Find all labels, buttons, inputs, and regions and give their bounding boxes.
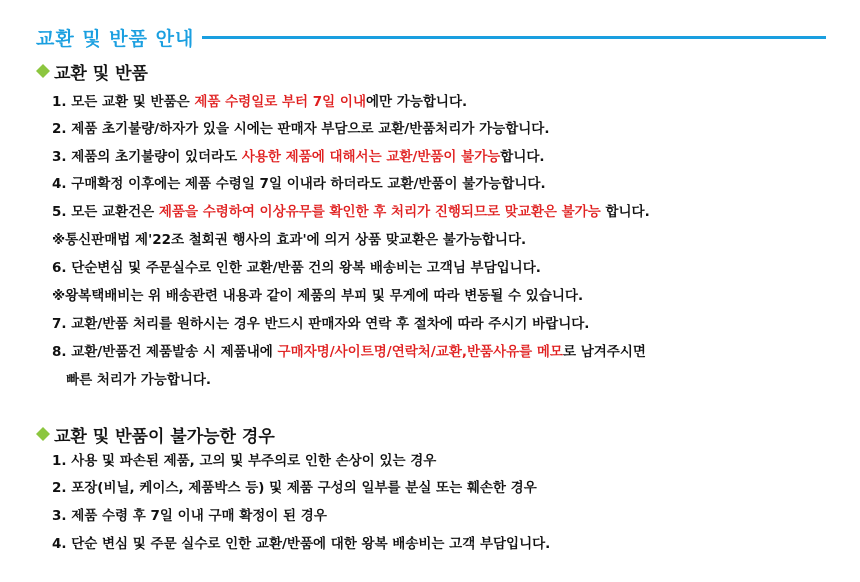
- section-heading-text: 교환 및 반품이 불가능한 경우: [54, 426, 275, 447]
- list-item: 3. 제품 수령 후 7일 이내 구매 확정이 된 경우: [52, 508, 327, 524]
- list-item: 5. 모든 교환건은 제품을 수령하여 이상유무를 확인한 후 처리가 진행되므로 맞교환은 불가능 합니다.: [52, 204, 650, 220]
- highlight-text: 제품 수령일로 부터 7일 이내: [194, 94, 367, 110]
- list-item: 6. 단순변심 및 주문실수로 인한 교환/반품 건의 왕복 배송비는 고객님 부담입니다.: [52, 260, 541, 276]
- list-item-continuation: 빠른 처리가 가능합니다.: [52, 372, 212, 388]
- section-heading: [36, 421, 275, 447]
- list-item: 3. 제품의 초기불량이 있더라도 사용한 제품에 대해서는 교환/반품이 불가능합니다.: [52, 149, 545, 165]
- list-item: 1. 사용 및 파손된 제품, 고의 및 부주의로 인한 손상이 있는 경우: [52, 453, 437, 469]
- page-title: 교환 및 반품 안내: [36, 27, 195, 50]
- list-item: 4. 구매확정 이후에는 제품 수령일 7일 이내라 하더라도 교환/반품이 불가능합니다.: [52, 176, 546, 192]
- list-item: 7. 교환/반품 처리를 원하시는 경우 반드시 판매자와 연락 후 절차에 따라 주시기 바랍니다.: [52, 316, 590, 332]
- highlight-text: 제품을 수령하여 이상유무를 확인한 후 처리가 진행되므로 맞교환은 불가능: [158, 204, 601, 220]
- section-heading: [36, 58, 148, 84]
- list-item: 2. 제품 초기불량/하자가 있을 시에는 판매자 부담으로 교환/반품처리가 가능합니다.: [52, 121, 550, 137]
- green-diamond-icon: [36, 427, 50, 441]
- green-diamond-icon: [36, 64, 50, 78]
- list-item: 2. 포장(비닐, 케이스, 제품박스 등) 및 제품 구성의 일부를 분실 또는 훼손한 경우: [52, 480, 537, 496]
- list-item: 4. 단순 변심 및 주문 실수로 인한 교환/반품에 대한 왕복 배송비는 고객 부담입니다.: [52, 536, 551, 552]
- highlight-text: 사용한 제품에 대해서는 교환/반품이 불가능: [241, 149, 501, 165]
- section-not-allowed: [36, 421, 275, 447]
- page-header: [36, 22, 826, 52]
- list-item: 8. 교환/반품건 제품발송 시 제품내에 구매자명/사이트명/연락처/교환,반품사유를 메모로 남겨주시면: [52, 344, 646, 360]
- section-exchange-return: [36, 58, 148, 84]
- list-item-note: ※왕복택배비는 위 배송관련 내용과 같이 제품의 부피 및 무게에 따라 변동될 수 있습니다.: [52, 288, 584, 304]
- list-item: 1. 모든 교환 및 반품은 제품 수령일로 부터 7일 이내에만 가능합니다.: [52, 94, 468, 110]
- list-item-note: ※통신판매법 제'22조 철회권 행사의 효과'에 의거 상품 맞교환은 불가능합니다.: [52, 232, 527, 248]
- highlight-text: 구매자명/사이트명/연락처/교환,반품사유를 메모: [277, 344, 563, 360]
- header-divider-line: [202, 36, 826, 39]
- section-heading-text: 교환 및 반품: [54, 63, 148, 84]
